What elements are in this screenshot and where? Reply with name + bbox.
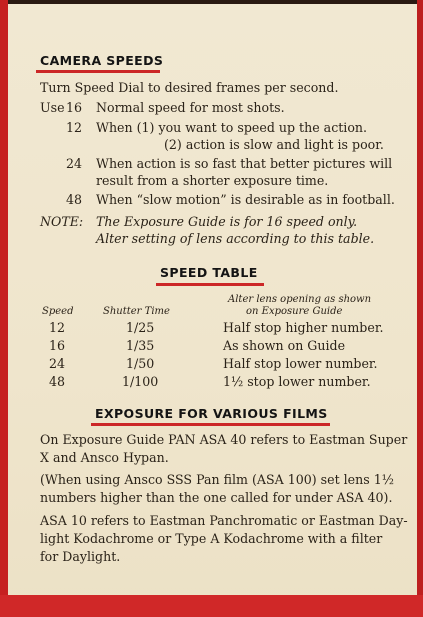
exposure-paragraph-line: (When using Ansco SSS Pan film (ASA 100) set lens 1½ [40,472,394,487]
speed-table-heading: SPEED TABLE [160,265,258,280]
camera-speeds-intro: Turn Speed Dial to desired frames per second. [40,80,339,95]
camera-speeds-heading: CAMERA SPEEDS [40,53,164,68]
table-speed: 24 [49,356,66,371]
exposure-films-heading: EXPOSURE FOR VARIOUS FILMS [95,406,328,421]
speed-description: Normal speed for most shots. [96,100,285,115]
camera-speeds-underline [36,70,160,73]
table-lens: As shown on Guide [223,338,346,353]
table-shutter: 1/100 [122,374,159,389]
speed-description-cont: result from a shorter exposure time. [96,173,329,188]
speed-table-underline [156,283,264,286]
exposure-paragraph-line: ASA 10 refers to Eastman Panchromatic or Eastman Day- [40,513,408,528]
table-lens: 1½ stop lower number. [223,374,371,389]
bottom-red-border [0,595,423,617]
note-label: NOTE: [40,214,84,229]
use-label: Use [40,100,65,115]
speed-value: 16 [65,100,82,115]
table-shutter: 1/35 [126,338,155,353]
speed-value: 12 [65,120,82,135]
note-line: Alter setting of lens according to this table. [96,231,375,246]
table-speed: 48 [49,374,66,389]
speed-column-header: Speed [42,306,74,317]
right-red-border [417,0,423,617]
table-speed: 16 [49,338,66,353]
exposure-films-underline [91,423,330,426]
speed-description: When “slow motion” is desirable as in football. [96,192,395,207]
exposure-paragraph-line: X and Ansco Hypan. [40,450,169,465]
table-shutter: 1/25 [126,320,155,335]
exposure-paragraph-line: light Kodachrome or Type A Kodachrome with a filter [40,531,383,546]
speed-value: 24 [65,156,82,171]
table-shutter: 1/50 [126,356,155,371]
top-border [8,0,417,4]
exposure-paragraph-line: for Daylight. [40,549,121,564]
exposure-paragraph-line: numbers higher than the one called for under ASA 40). [40,490,393,505]
lens-column-header-line2: on Exposure Guide [246,306,343,317]
table-speed: 12 [49,320,66,335]
shutter-column-header: Shutter Time [103,306,170,317]
lens-column-header-line1: Alter lens opening as shown [228,294,372,305]
speed-description-cont: (2) action is slow and light is poor. [164,137,384,152]
exposure-paragraph-line: On Exposure Guide PAN ASA 40 refers to Eastman Super [40,432,408,447]
speed-description: When action is so fast that better pictures will [96,156,393,171]
note-line: The Exposure Guide is for 16 speed only. [96,214,358,229]
left-red-border [0,0,8,617]
table-lens: Half stop higher number. [223,320,384,335]
speed-value: 48 [65,192,82,207]
speed-description: When (1) you want to speed up the action. [96,120,368,135]
table-lens: Half stop lower number. [223,356,378,371]
